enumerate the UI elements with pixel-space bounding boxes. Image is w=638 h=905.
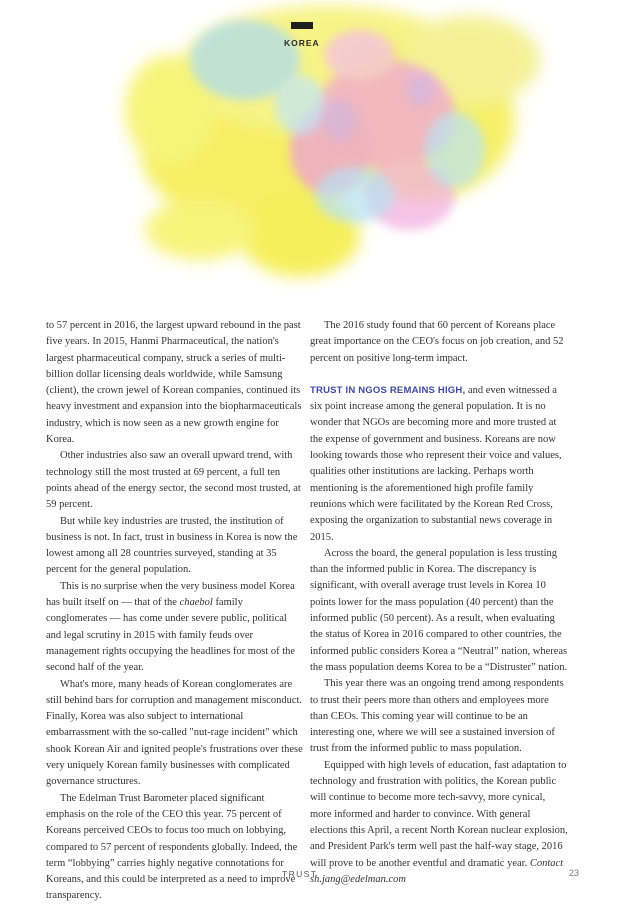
paragraph: This year there was an ongoing trend among respondents to trust their peers more than others and employees more than CEOs. This coming year will continue to be an interesting one, where we will see a sustained inversion of trust from the informed public to mass population.: [310, 678, 564, 755]
paragraph-text: This is no surprise when the very business model Korea has built itself on — that of the: [46, 580, 295, 609]
right-column: [310, 318, 568, 888]
paragraph: [46, 677, 304, 791]
paragraph: [310, 383, 568, 546]
paragraph: [310, 758, 568, 888]
contact-info: Contact sh.jang@edelman.com: [310, 857, 564, 885]
italic-term: chaebol: [179, 597, 213, 609]
paragraph: [46, 514, 304, 579]
paragraph-text: and even witnessed a six point increase among the general population. It is no wonder that NGOs are becoming more and more trusted at the expense of government and business. Koreans are now looking towards those who represent their voice and values, qualities other institutions are lacking. Perhaps worth mentioning is the aforementioned high profile family reunions which were facilitated by the Korean Red Cross, exposing the organization to substantial news coverage in 2015.: [310, 384, 562, 543]
paragraph-text: But while key industries are trusted, the institution of business is not. In fact, trust in business in Korea is now the lowest among all 28 countries surveyed, standing at 35 percent for the general population.: [46, 515, 298, 576]
lead-in-heading: TRUST IN NGOS REMAINS HIGH,: [310, 384, 466, 396]
footer-label: TRUST: [282, 869, 318, 879]
paragraph-text: to 57 percent in 2016, the largest upward rebound in the past five years. In 2015, Hanmi Pharmaceutical, the nation's largest pharmaceutical company, struck a series of multi-billion dollar licensing deals worldwide, while Samsung (client), the crown jewel of Korean companies, continued its heavy investment and expansion into the biopharmaceuticals industry, which is now seen as a new growth engine for Korea.: [46, 320, 302, 446]
paragraph-text: The Edelman Trust Barometer placed significant emphasis on the role of the CEO this year. 75 percent of Koreans perceived CEOs to focus too much on lobbying, compared to 57 percent of respondents globally. Indeed, the term “lobbying” carries highly negative connotations for Koreans, and this could be interpreted as a need to improve transparency.: [46, 792, 298, 902]
paragraph: Across the board, the general population is less trusting than the informed public in Korea. The discrepancy is significant, with overall average trust levels in Korea 10 points lower for the mass population (40 percent) than the informed public (50 percent). As a result, when evaluating the status of Korea in 2016 compared to other countries, the informed public considers Korea a “Neutral” nation, whereas the mass population deems Korea to be a “Distruster” nation.: [310, 547, 568, 673]
paragraph: The 2016 study found that 60 percent of Koreans place great importance on the CEO's focus on job creation, and 52 percent on positive long-term impact.: [310, 320, 564, 364]
paragraph-text: Other industries also saw an overall upward trend, with technology still the most trusted at 69 percent, a full ten points ahead of the energy sector, the second most trusted, at 59 percent.: [46, 450, 301, 511]
paragraph-text: What's more, many heads of Korean conglomerates are still behind bars for corruption and management misconduct. Finally, Korea was also subject to international embarrassment with the so-called "nut-rage incident" which shook Korean Air and ignited people's frustrations over these very uniquely Korean family businesses with complicated governance structures.: [46, 678, 303, 788]
left-column: [46, 318, 304, 905]
paragraph: [46, 318, 304, 448]
paragraph: [46, 579, 304, 677]
paragraph-text: family conglomerates — has come under severe public, political and legal scrutiny in 2015 with family feuds over management rights occupying the headlines for most of the second half of the year.: [46, 597, 296, 674]
section-marker-bar: [291, 22, 313, 29]
page-number: 23: [569, 868, 580, 878]
section-label: KOREA: [284, 38, 320, 48]
paragraph: [46, 791, 304, 905]
paragraph: [46, 448, 304, 513]
paragraph-text: Equipped with high levels of education, fast adaptation to technology and frustration with politics, the Korean public will continue to become more tech-savvy, more cynical, more informed and harder to convince. With general elections this April, a recent North Korean nuclear explosion, and President Park's term well past the half-way stage, 2016 will prove to be another eventful and dramatic year.: [310, 759, 568, 869]
